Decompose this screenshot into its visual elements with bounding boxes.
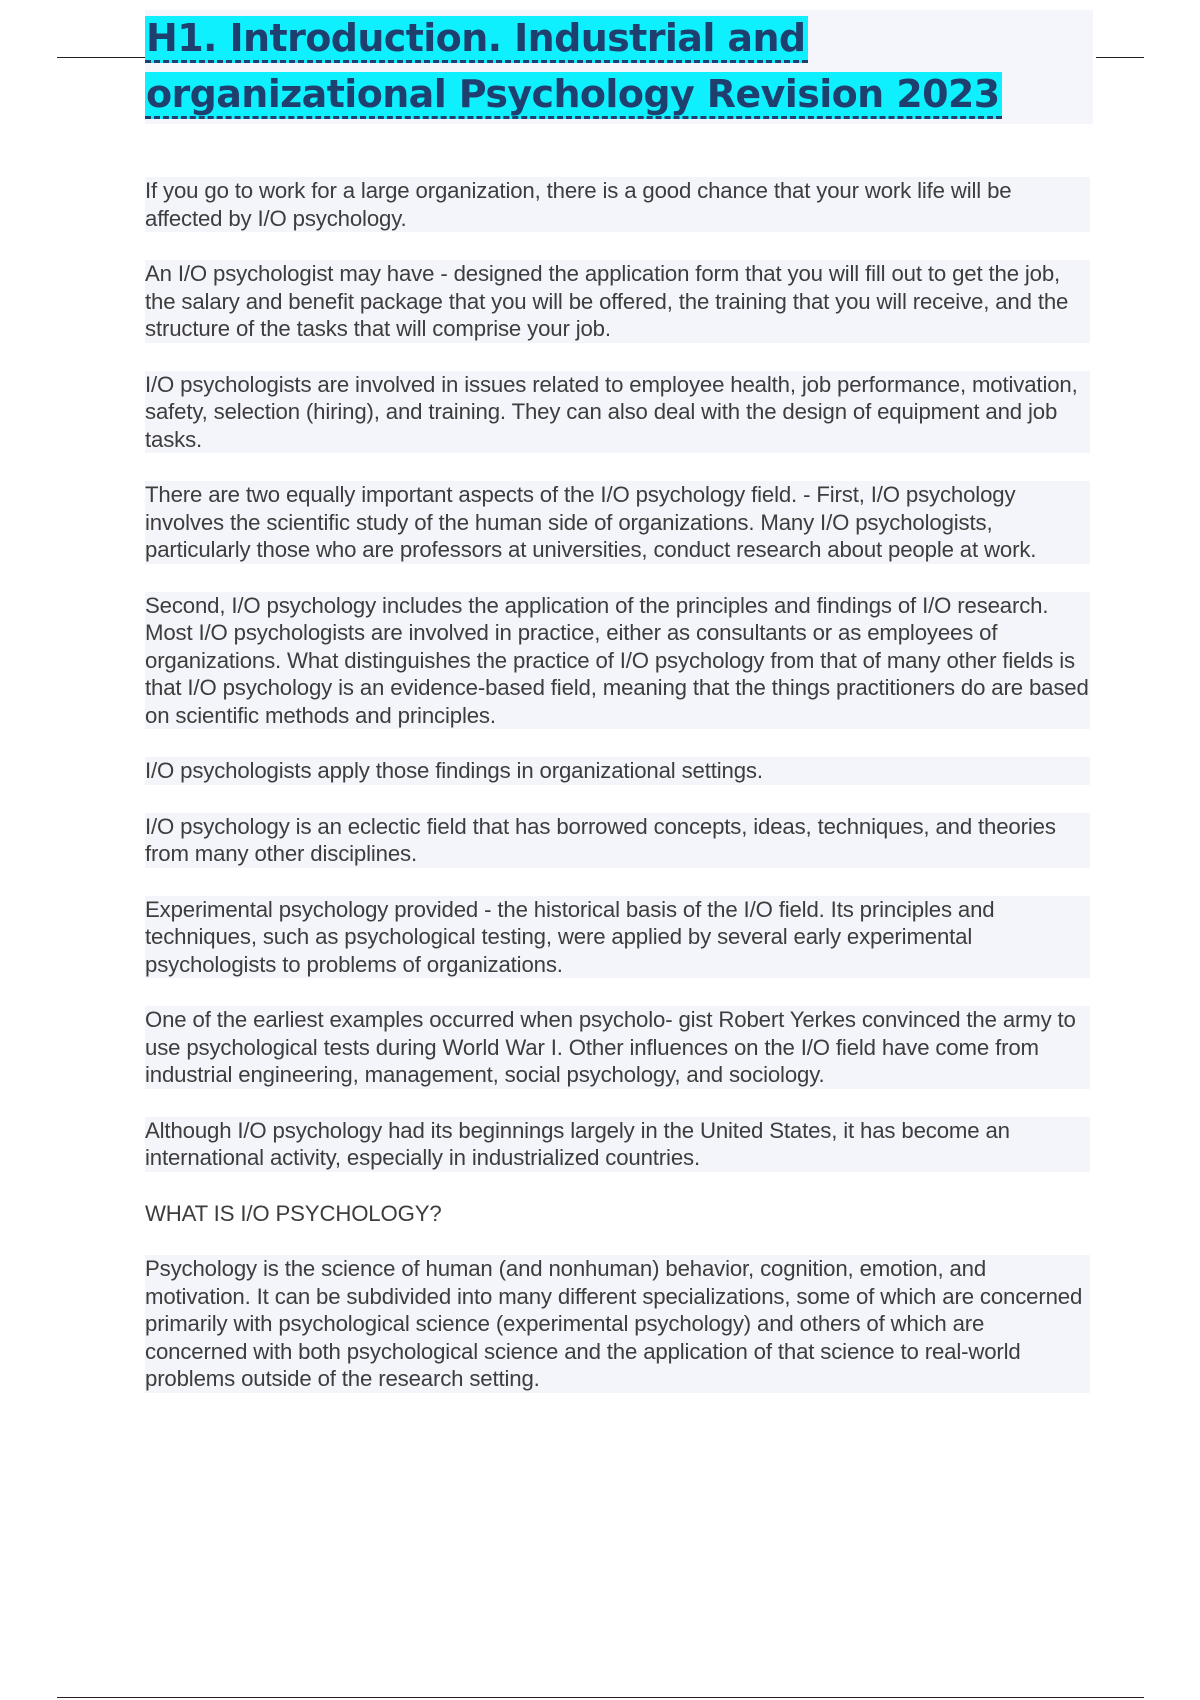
document-title-text: H1. Introduction. Industrial and organizational Psychology Revision 2023 (145, 16, 1002, 119)
footer-rule (57, 1697, 1144, 1698)
paragraph-3: I/O psychologists are involved in issues related to employee health, job performance, motivation, safety, selection (hiring), and training. They can also deal with the design of equipment and job tasks. (145, 371, 1090, 454)
paragraph-8: Experimental psychology provided - the historical basis of the I/O field. Its principles and techniques, such as psychological testing, were applied by several early experimental psychologists to problems of organizations. (145, 896, 1090, 979)
paragraph-4: There are two equally important aspects of the I/O psychology field. - First, I/O psychology involves the scientific study of the human side of organizations. Many I/O psychologists, particularly those who are professors at universities, conduct research about people at work. (145, 481, 1090, 564)
paragraph-2: An I/O psychologist may have - designed the application form that you will fill out to get the job, the salary and benefit package that you will be offered, the training that you will receive, and the structure of the tasks that will comprise your job. (145, 260, 1090, 343)
paragraph-1: If you go to work for a large organization, there is a good chance that your work life will be affected by I/O psychology. (145, 177, 1090, 232)
title-block (145, 10, 1093, 124)
header-rule-left (57, 57, 147, 58)
paragraph-9: One of the earliest examples occurred when psycholo- gist Robert Yerkes convinced the army to use psychological tests during World War I. Other influences on the I/O field have come from industrial engineering, management, social psychology, and sociology. (145, 1006, 1090, 1089)
header-rule-right (1096, 57, 1144, 58)
paragraph-11: Psychology is the science of human (and nonhuman) behavior, cognition, emotion, and motivation. It can be subdivided into many different specializations, some of which are concerned primarily with psychological science (experimental psychology) and others of which are concerned with both psychological science and the application of that science to real-world problems outside of the research setting. (145, 1255, 1090, 1393)
document-title (145, 10, 1093, 122)
document-body (145, 177, 1090, 1421)
paragraph-5: Second, I/O psychology includes the application of the principles and findings of I/O research. Most I/O psychologists are involved in practice, either as consultants or as employees of organizations. What distinguishes the practice of I/O psychology from that of many other fields is that I/O psychology is an evidence-based field, meaning that the things practitioners do are based on scientific methods and principles. (145, 592, 1089, 728)
paragraph-10: Although I/O psychology had its beginnings largely in the United States, it has become an international activity, especially in industrialized countries. (145, 1117, 1090, 1172)
paragraph-6: I/O psychologists apply those findings in organizational settings. (145, 757, 1090, 785)
paragraph-7: I/O psychology is an eclectic field that has borrowed concepts, ideas, techniques, and theories from many other disciplines. (145, 813, 1090, 868)
section-heading: WHAT IS I/O PSYCHOLOGY? (145, 1200, 442, 1226)
